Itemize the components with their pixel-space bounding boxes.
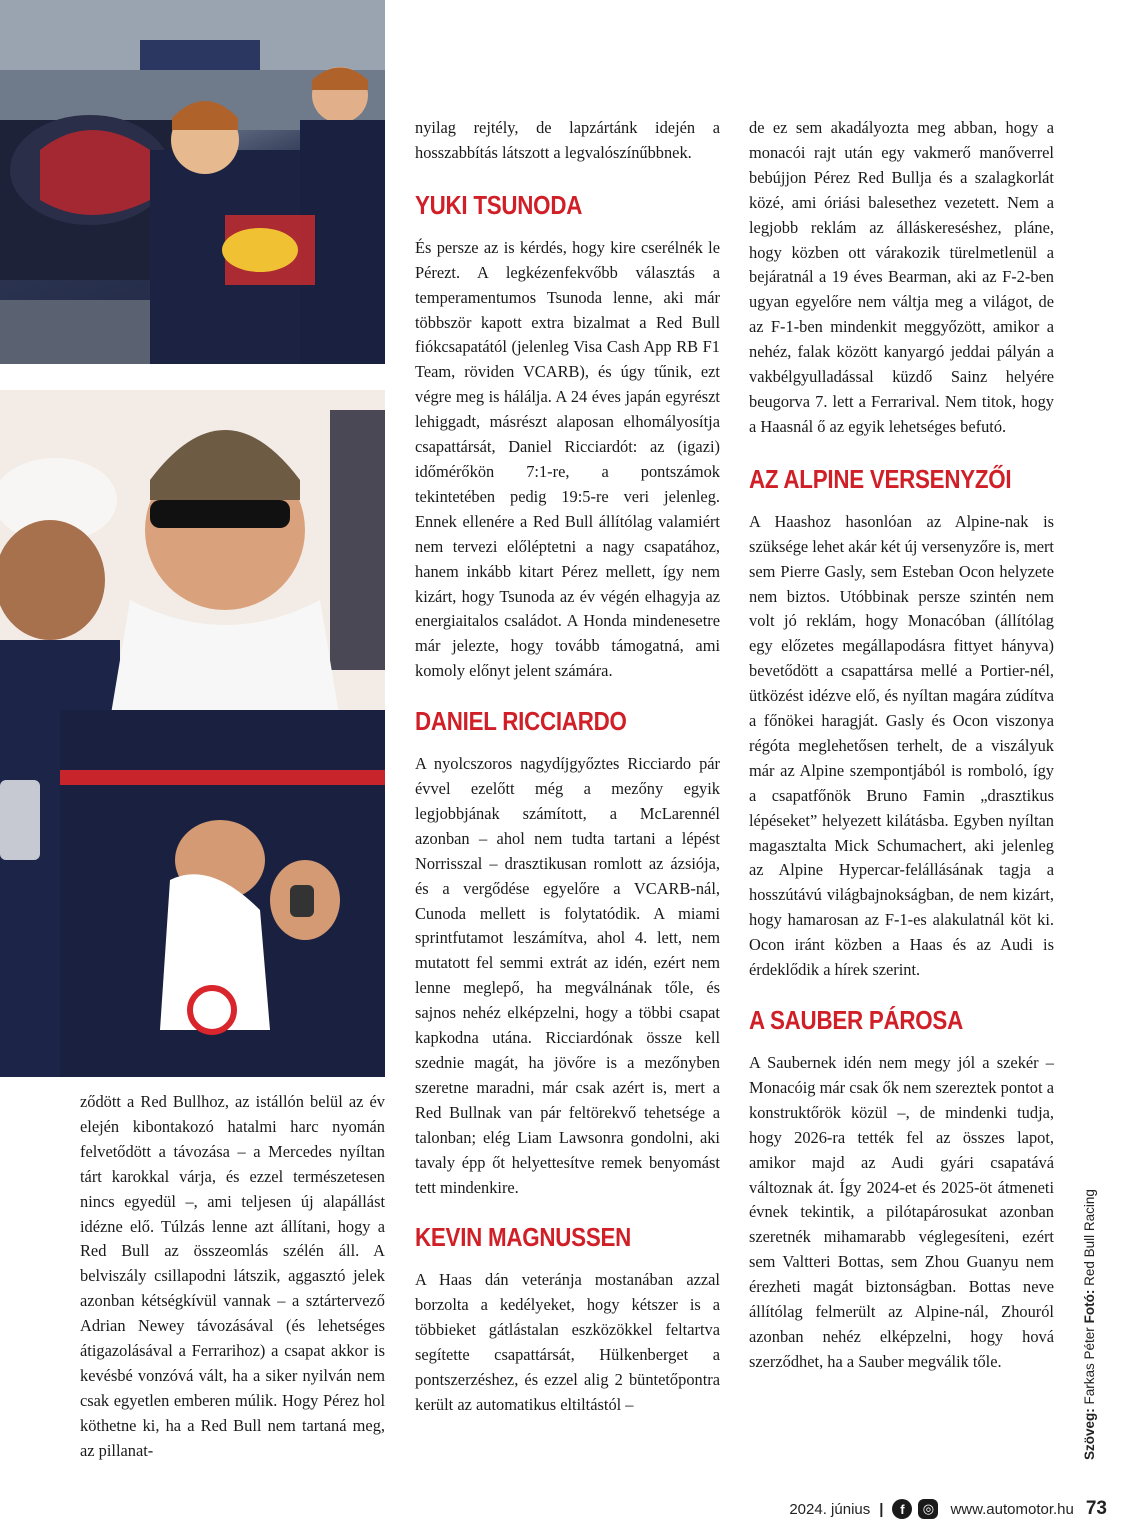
column-3 [749,116,1054,1375]
issue-date: 2024. június [789,1500,871,1518]
article-paragraph: de ez sem akadályozta meg abban, hogy a monacói rajt után egy vakmerő manőverrel bebújjon Pérez Red Bullja és a szalagkorlát közé, ami óriási balesethez vezetett. Nem a legjobb reklám az álláskereséshez, pláne, hogy közben ott várakozik türelmetlenül a bejáratnál a 19 éves Bearman, aki az F-2-ben ugyan egyelőre nem váltja meg a világot, de az F-1-ben mindenkit meggyőzött, amikor a nehéz, falak között kanyargó jeddai pályán a vakbélgyulladással küzdő Sainz helyére beugorva 7. lett a Ferrarival. Nem titok, hogy a Haasnál ő az egyik lehetséges befutó. [749,118,1054,436]
credit-photo-source: Red Bull Racing [1082,1189,1097,1286]
credit-text-author: Farkas Péter [1082,1327,1097,1405]
article-paragraph: A Haas dán veteránja mostanában azzal borzolta a kedélyeket, hogy kétszer is a többieket gátlástalan eszközökkel feltartva segítette csapattársát, Hülkenberget a pontszerzéshez, és ezzel alig 2 büntetőpontra került az automatikus eltiltástól – [415,1270,720,1414]
section-heading-alpine: AZ ALPINE VERSENYZŐI [749,463,1012,494]
article-paragraph: nyilag rejtély, de lapzártánk idején a hosszabbítás látszott a legvalószínűbbnek. [415,118,720,162]
credit-photo-label: Fotó: [1082,1289,1097,1324]
photo-redbull-crew-art [0,0,385,364]
section-heading-ricciardo: DANIEL RICCIARDO [415,706,627,737]
page-number: 73 [1085,1498,1107,1519]
column-2 [415,116,720,1418]
credit-text-label: Szöveg: [1082,1408,1097,1460]
photo-credit [1082,1160,1097,1460]
article-paragraph: A Saubernek idén nem megy jól a szekér – Monacóig már csak ők nem szereztek pontot a konstruktőrök közül –, de mindenki tudja, hogy 2026-ra tették fel az összes lapot, amikor majd az Audi gyári csapatává változnak át. Így 2024-et és 2025-öt átmeneti évnek tekintik, a pilótapárosukat azonban szeretnék mihamarabb véglegesíteni, ezért sem Valtteri Bottas, sem Zhou Guanyu nem érezheti magát biztonságban. Bottas neve állítólag felmerült az Alpine-nál, Zhouról azonban nehéz elképzelni, hogy hová szerződhet, ha a Sauber megválik tőle. [749,1053,1054,1371]
photo-hulkenberg [0,390,385,1077]
column-1 [80,1090,385,1464]
section-heading-tsunoda: YUKI TSUNODA [415,189,583,220]
article-paragraph: ződött a Red Bullhoz, az istállón belül az év elején kibontakozó hatalmi harc nyomán felvetődött a távozása – a Mercedes nyíltan tárt karokkal várja, és ezzel természetesen nincs egyedül –, ami teljesen új alapállást idézne elő. Túlzás lenne azt állítani, hogy a Red Bull az összeomlás szélén áll. A belviszály csillapodni látszik, aggasztó jelek azonban kétségkívül vannak – a sztártervező Adrian Newey távozásával (és lehetséges átigazolásával a Ferrarihoz) a csapat akkor is kevésbé vonzóvá vált, ha a siker nyilván nem csak egyetlen emberen múlik. Hogy Pérez hol köthetne ki, ha a Red Bull nem tartaná meg, az pillanat- [80,1092,385,1460]
photo-redbull-crew [0,0,385,364]
instagram-icon[interactable]: ◎ [918,1499,938,1519]
section-heading-magnussen: KEVIN MAGNUSSEN [415,1222,632,1253]
article-paragraph: És persze az is kérdés, hogy kire cserélnék le Pérezt. A legkézenfekvőbb választás a temperamentumos Tsunoda lenne, aki már többször kapott extra bizalmat a Red Bull fiókcsapatától (jelenleg Visa Cash App RB F1 Team, röviden VCARB), és úgy tűnik, ezt végre meg is hálálja. A 24 éves japán egyrészt lehiggadt, másrészt alaposan elhomályosítja csapattársát, Daniel Ricciardót: az (igazi) időmérőkön 7:1-re, a pontszámok tekintetében pedig 19:5-re veri jelenleg. Ennek ellenére a Red Bull állítólag valamiért nem tervezi előléptetni a nagy csapatához, hanem inkább kitart Pérez mellett, így nem kizárt, hogy Tsunoda az év végén elhagyja az energiaitalos családot. A Honda mindenesetre már jelezte, hogy tovább támogatná, ami komoly előnyt jelent számára. [415,237,720,681]
section-heading-sauber: A SAUBER PÁROSA [749,1005,963,1035]
page-footer [789,1496,1107,1522]
article-paragraph: A nyolcszoros nagydíjgyőztes Ricciardo pár évvel ezelőtt még a mezőny egyik legjobbjának számított, a McLarennél azonban – ahol nem tudta tartani a lépést Norrisszal – drasztikusan romlott az ázsiója, és a vergődése egyelőre a VCARB-nál, Cunoda mellett is folytatódik. A miami sprintfutamot leszámítva, ahol 4. lett, nem mutatott fel semmi extrát az idén, ezért nem lenne meglepő, ha megválnának tőle, és sajnos nehéz elképzelni, hogy a többi csapat kapkodna utána. Ricciardónak össze kell szednie magát, ha jövőre is a mezőnyben szeretne maradni, már csak azért is, mert a Red Bullnak van pár feltörekvő tehetsége a talonban; elég Liam Lawsonra gondolni, aki tavaly épp őt helyettesítve remek benyomást tett mindenkire. [415,754,720,1197]
facebook-icon[interactable]: f [892,1499,912,1519]
footer-separator: | [879,1500,884,1518]
article-paragraph: A Haashoz hasonlóan az Alpine-nak is szüksége lehet akár két új versenyzőre is, mert sem Pierre Gasly, sem Esteban Ocon helyzete nem biztos. Utóbbinak persze szintén nem volt jó reklám, hogy Monacóban (állítólag egy előzetes megállapodásra fittyet hányva) bevetődött a csapattársa mellé a Portier-nél, ütközést idézve elő, és nyíltan magára zúdítva a főnökei haragját. Gasly és Ocon viszonya régóta meglehetősen terhelt, de a viszályuk már az Alpine szempontjából is romboló, így a csapatfőnök Bruno Famin „drasztikus lépéseket” helyezett kilátásba. Egyben nyíltan magasztalta Mick Schumachert, aki jelenleg az Alpine Hypercar-felállásának tagja a hosszútávú világbajnokságban, de nem kizárt, hogy hamarosan az F-1-es alakulatnál köt ki. Ocon iránt közben a Haas és az Audi is érdeklődik a hírek szerint. [749,511,1054,980]
website-link[interactable]: www.automotor.hu [950,1500,1074,1518]
photo-hulkenberg-art [0,390,385,1077]
